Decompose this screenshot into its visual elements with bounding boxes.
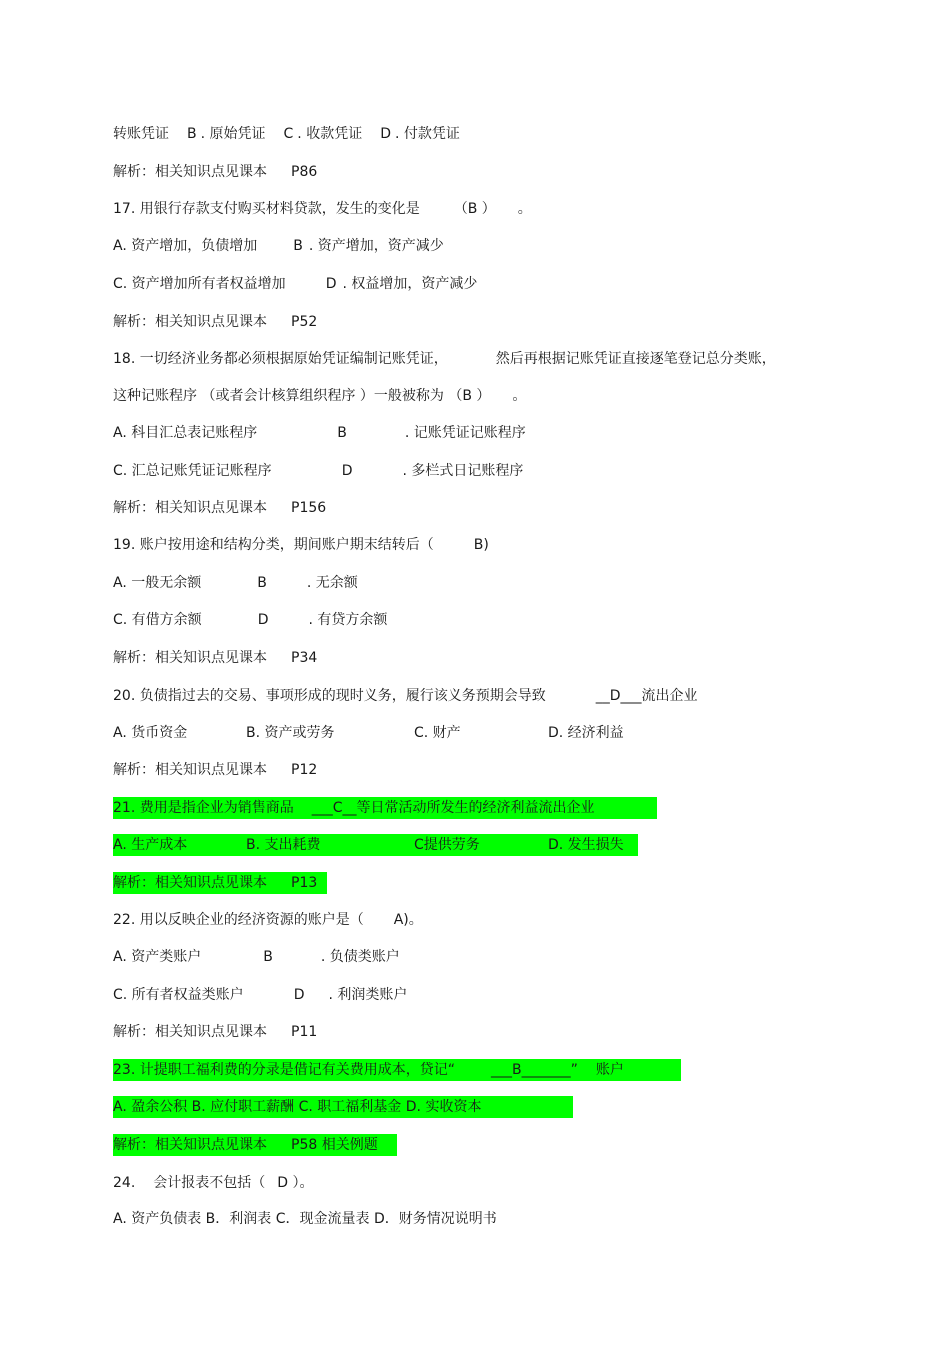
q18-options-ab (113, 422, 526, 444)
q18-option-d-letter: D (341, 463, 353, 479)
q19-option-b-letter: B (257, 575, 267, 591)
q16-option-b-text: . 原始凭证 (200, 126, 266, 142)
q17-explanation (113, 311, 317, 333)
q22-option-a: A. 资产类账户 (113, 949, 202, 965)
q16-options-line (113, 123, 460, 145)
q23-options-text: A. 盈余公积 B. 应付职工薪酬 C. 职工福利基金 D. 实收资本 (113, 1099, 482, 1115)
page-ref: P156 (291, 500, 327, 516)
q19-options-cd (113, 609, 387, 631)
q16-option-b-letter: B (187, 126, 197, 142)
q22-text: 22. 用以反映企业的经济资源的账户是（ (113, 912, 364, 928)
q19-option-d-letter: D (257, 612, 269, 628)
q19-explanation (113, 647, 317, 669)
q21-explanation-highlighted (113, 872, 327, 894)
page-ref: P52 (291, 314, 318, 330)
q22-explanation (113, 1021, 317, 1043)
q17-question (113, 198, 532, 220)
q21-option-c: C提供劳务 (414, 837, 480, 853)
q20-option-c: C. 财产 (414, 725, 461, 741)
explanation-label: 解析：相关知识点见课本 (113, 500, 267, 516)
q17-option-a: A. 资产增加，负债增加 (113, 238, 258, 254)
q16-explanation (113, 161, 317, 183)
q17-options-cd (113, 273, 477, 295)
q19-option-c: C. 有借方余额 (113, 612, 202, 628)
page-ref: P58 相关例题 (291, 1137, 378, 1153)
q19-options-ab (113, 572, 358, 594)
explanation-label: 解析：相关知识点见课本 (113, 875, 267, 891)
explanation-label: 解析：相关知识点见课本 (113, 1024, 267, 1040)
q22-answer: A)。 (393, 912, 423, 928)
q21-option-a: A. 生产成本 (113, 837, 188, 853)
q22-option-b-letter: B (263, 949, 273, 965)
q20-option-a: A. 货币资金 (113, 725, 188, 741)
q16-option-c-text: . 收款凭证 (297, 126, 363, 142)
q18-option-c: C. 汇总记账凭证记账程序 (113, 463, 272, 479)
q21-option-d: D. 发生损失 (548, 837, 624, 853)
q24-question (113, 1172, 314, 1194)
explanation-label: 解析：相关知识点见课本 (113, 650, 267, 666)
q18-option-b-letter: B (337, 425, 347, 441)
q18-option-b-text: . 记账凭证记账程序 (404, 425, 526, 441)
q20-options (113, 722, 624, 744)
q23-answer: ___B_______” (490, 1062, 578, 1078)
q20-text: 20. 负债指过去的交易、事项形成的现时义务，履行该义务预期会导致 (113, 688, 546, 704)
q18-question-line2 (113, 385, 526, 407)
q17-option-b-text: . 资产增加，资产减少 (308, 238, 444, 254)
q20-explanation (113, 759, 317, 781)
q24-options-text: A. 资产负债表 B．利润表 C．现金流量表 D．财务情况说明书 (113, 1211, 497, 1227)
q17-end: 。 (517, 201, 532, 217)
q17-option-c: C. 资产增加所有者权益增加 (113, 276, 286, 292)
q22-option-c: C. 所有者权益类账户 (113, 987, 244, 1003)
q19-text: 19. 账户按用途和结构分类，期间账户期末结转后（ (113, 537, 434, 553)
q24-answer: D ）。 (277, 1175, 314, 1191)
q17-answer: （B ） (453, 201, 496, 217)
q21-text: 21. 费用是指企业为销售商品 (113, 800, 294, 816)
q21-answer: ___C__等日常活动所发生的经济利益流出企业 (311, 800, 595, 816)
q18-explanation (113, 497, 326, 519)
q23-text: 23. 计提职工福利费的分录是借记有关费用成本，贷记“ (113, 1062, 455, 1078)
q23-question-highlighted (113, 1059, 681, 1081)
q18-options-cd (113, 460, 523, 482)
q24-text: 会计报表不包括（ (153, 1175, 266, 1191)
q18-text-part2: 然后再根据记账凭证直接逐笔登记总分类账， (495, 351, 776, 367)
q24-options (113, 1208, 497, 1230)
q18-option-a: A. 科目汇总表记账程序 (113, 425, 258, 441)
q17-option-b-letter: B (293, 238, 303, 254)
page-ref: P34 (291, 650, 318, 666)
q17-text: 17. 用银行存款支付购买材料贷款，发生的变化是 (113, 201, 420, 217)
q22-option-d-letter: D (293, 987, 305, 1003)
q16-option-a: 转账凭证 (113, 126, 169, 142)
q16-option-c-letter: C (283, 126, 294, 142)
q19-option-b-text: . 无余额 (306, 575, 358, 591)
q18-question-line1 (113, 348, 776, 370)
explanation-label: 解析：相关知识点见课本 (113, 314, 267, 330)
page-ref: P13 (291, 875, 318, 891)
q24-number: 24. (113, 1175, 136, 1191)
q18-end: 。 (512, 388, 527, 404)
q22-option-d-text: . 利润类账户 (328, 987, 408, 1003)
q20-option-d: D. 经济利益 (548, 725, 624, 741)
q22-question (113, 909, 423, 931)
explanation-label: 解析：相关知识点见课本 (113, 164, 267, 180)
q20-answer: __D___流出企业 (595, 688, 698, 704)
q18-text-part1: 18. 一切经济业务都必须根据原始凭证编制记账凭证， (113, 351, 448, 367)
q18-option-d-text: . 多栏式日记账程序 (402, 463, 524, 479)
page-ref: P86 (291, 164, 318, 180)
q20-question (113, 685, 698, 707)
q16-option-d-letter: D (380, 126, 391, 142)
q23-explanation-highlighted (113, 1134, 397, 1156)
page-ref: P11 (291, 1024, 318, 1040)
q16-option-d-text: . 付款凭证 (394, 126, 460, 142)
q23-options-highlighted (113, 1096, 573, 1118)
q17-option-d-text: . 权益增加，资产减少 (342, 276, 478, 292)
page-ref: P12 (291, 762, 318, 778)
q20-option-b: B. 资产或劳务 (246, 725, 335, 741)
q19-option-d-text: . 有贷方余额 (308, 612, 388, 628)
q19-answer: B) (473, 537, 489, 553)
q21-options-highlighted (113, 834, 638, 856)
q19-question (113, 534, 489, 556)
q23-end: 账户 (595, 1062, 624, 1078)
q21-option-b: B. 支出耗费 (246, 837, 321, 853)
explanation-label: 解析：相关知识点见课本 (113, 762, 267, 778)
explanation-label: 解析：相关知识点见课本 (113, 1137, 267, 1153)
q18-text-part3: 这种记账程序 （或者会计核算组织程序 ）一般被称为 （B ） (113, 388, 491, 404)
q17-options-ab (113, 235, 444, 257)
q19-option-a: A. 一般无余额 (113, 575, 202, 591)
q21-question-highlighted (113, 797, 657, 819)
q17-option-d-letter: D (325, 276, 337, 292)
q22-options-cd (113, 984, 407, 1006)
q22-option-b-text: . 负债类账户 (320, 949, 400, 965)
q22-options-ab (113, 946, 400, 968)
